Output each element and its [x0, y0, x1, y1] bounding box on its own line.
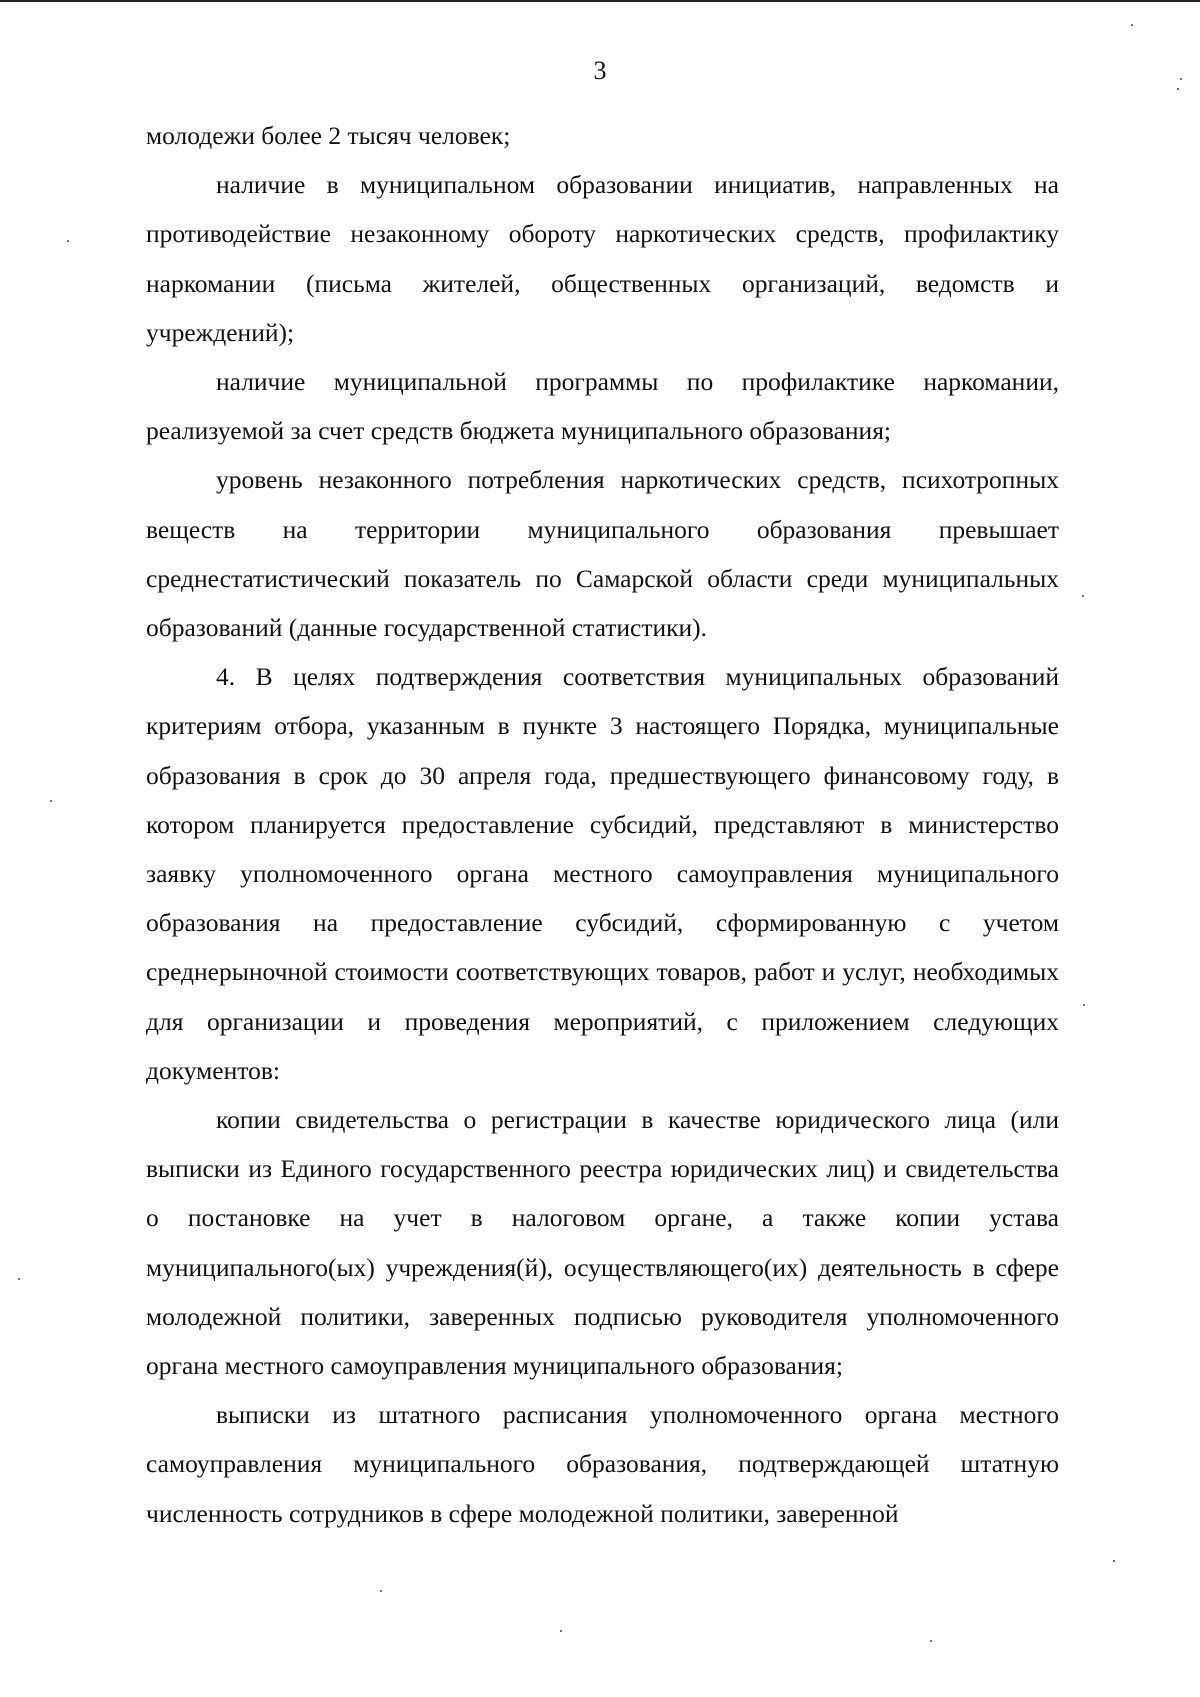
scan-speck: [1177, 88, 1179, 90]
scan-speck: [67, 240, 69, 242]
page-top-border: [0, 0, 1200, 2]
scan-speck: [1131, 24, 1133, 26]
paragraph-consumption-level: уровень незаконного потребления наркотических средств, психотропных веществ на территории муниципального образования превышает среднестатистический показатель по Самарской области среди муниципальных образований (данные государственной статистики).: [146, 465, 1059, 643]
paragraph-municipal-program: наличие муниципальной программы по профилактике наркомании, реализуемой за счет средств бюджета муниципального образования;: [146, 367, 1059, 446]
scan-speck: [380, 1590, 382, 1592]
page-number: 3: [593, 56, 607, 85]
scan-speck: [930, 1640, 932, 1642]
paragraph-continuation: молодежи более 2 тысяч человек;: [146, 121, 511, 150]
document-body: [146, 111, 1059, 1538]
paragraph-staff-schedule: выписки из штатного расписания уполномоченного органа местного самоуправления муниципального образования, подтверждающей штатную численность сотрудников в сфере молодежной политики, заверенной: [146, 1400, 1059, 1528]
scan-speck: [1082, 595, 1084, 597]
paragraph-initiatives: наличие в муниципальном образовании инициатив, направленных на противодействие незаконному обороту наркотических средств, профилактику наркомании (письма жителей, общественных организаций, ведомств и учреждений);: [146, 170, 1059, 347]
paragraph-registration-copies: копии свидетельства о регистрации в качестве юридического лица (или выписки из Единого государственного реестра юридических лиц) и свидетельства о постановке на учет в налоговом органе, а также копии устава муниципального(ых) учреждения(й), осуществляющего(их) деятельность в сфере молодежной политики, заверенных подписью руководителя уполномоченного органа местного самоуправления муниципального образования;: [146, 1105, 1059, 1381]
scan-speck: [1113, 1560, 1115, 1562]
scan-speck: [50, 800, 52, 802]
scan-speck: [1083, 1004, 1085, 1006]
paragraph-item-4: 4. В целях подтверждения соответствия муниципальных образований критериям отбора, указанным в пункте 3 настоящего Порядка, муниципальные образования в срок до 30 апреля года, предшествующего финансовому году, в котором планируется предоставление субсидий, представляют в министерство заявку уполномоченного органа местного самоуправления муниципального образования на предоставление субсидий, сформированную с учетом среднерыночной стоимости соответствующих товаров, работ и услуг, необходимых для организации и проведения мероприятий, с приложением следующих документов:: [146, 662, 1059, 1085]
scan-speck: [18, 1278, 20, 1280]
scan-speck: [560, 1630, 562, 1632]
scan-speck: [1180, 78, 1182, 80]
